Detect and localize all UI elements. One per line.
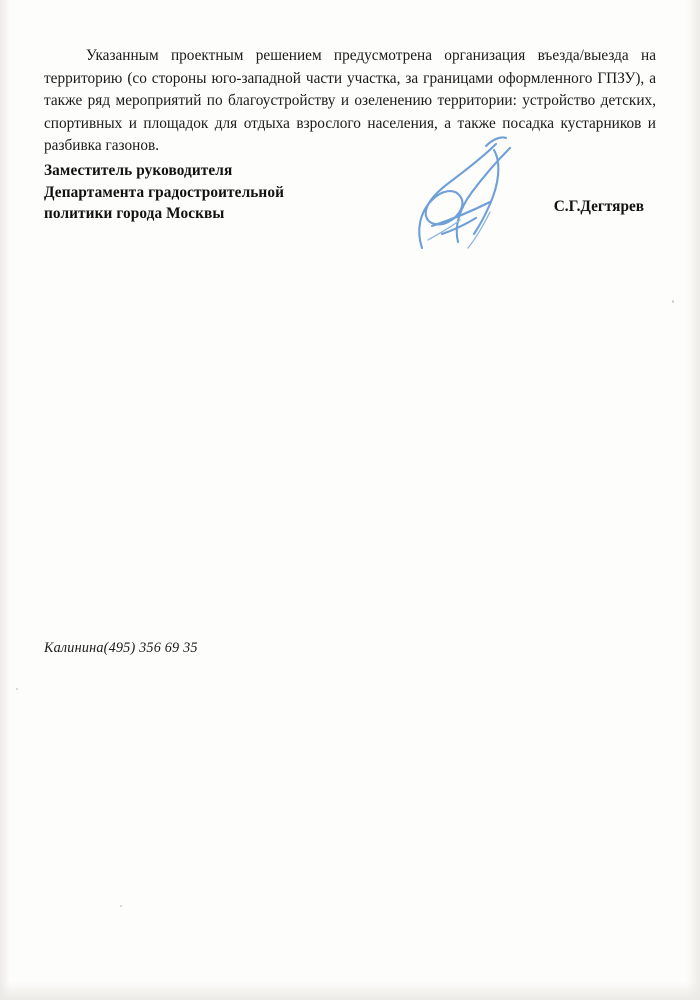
scan-speck (16, 688, 18, 690)
scan-speck (672, 300, 674, 303)
signer-title-line-2: Департамента градостроительной (44, 183, 285, 201)
body-paragraph: Указанным проектным решением предусмотрена организация въезда/выезда на территорию (со стороны юго-западной части участка, за границами оформленного ГПЗУ), а также ряд мероприятий по благоустройству и озеленению территории: устройство детских, спортивных и площадок для отдыха взрослого населения, а также посадка кустарников и разбивка газонов. (44, 47, 656, 155)
scan-speck (120, 905, 122, 907)
scan-edge-left (0, 0, 10, 1000)
scan-edge-bottom (0, 982, 700, 1000)
signer-title-line-1: Заместитель руководителя (44, 162, 233, 179)
signer-name: С.Г.Дегтярев (553, 198, 644, 215)
footer-contact: Калинина(495) 356 69 35 (44, 640, 198, 656)
signer-title-line-3: политики города Москвы (44, 205, 225, 223)
scan-edge-right (686, 0, 700, 1000)
